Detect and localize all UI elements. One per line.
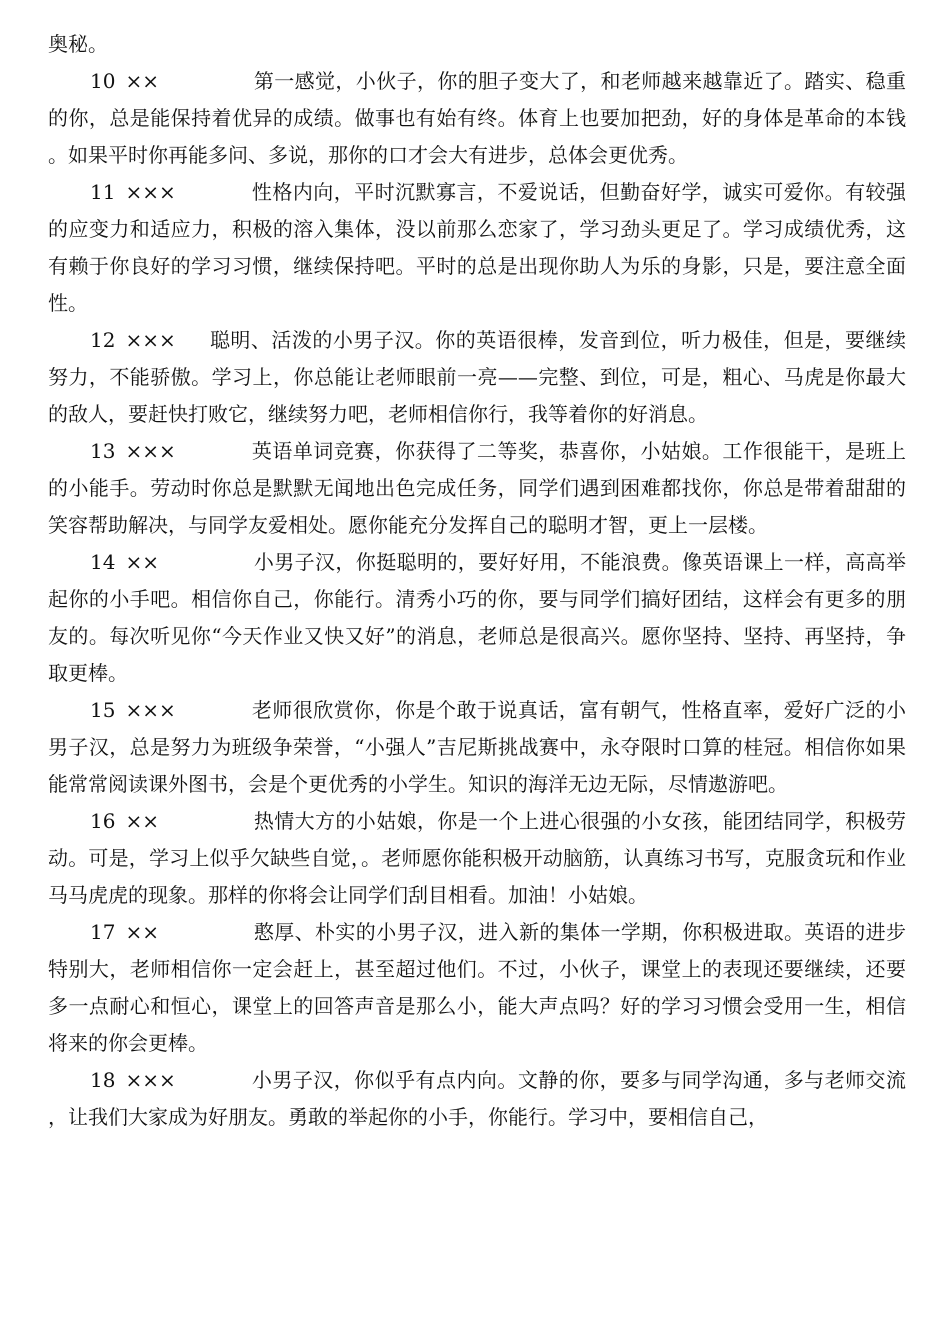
entry-text: 热情大方的小姑娘，你是一个上进心很强的小女孩，能团结同学，积极劳动。可是，学习上似乎欠缺些自觉，。老师愿你能积极开动脑筋，认真练习书写，克服贪玩和作业马马虎虎的现象。那样的你将会让同学们刮目相看。加油！小姑娘。 [48,809,906,907]
comment-entry-15 [48,692,906,803]
entry-text: 小男子汉，你挺聪明的，要好好用，不能浪费。像英语课上一样，高高举起你的小手吧。相信你自己，你能行。清秀小巧的你，要与同学们搞好团结，这样会有更多的朋友的。每次听见你“今天作业又快又好”的消息，老师总是很高兴。愿你坚持、坚持、再坚持，争取更棒。 [48,550,906,685]
student-name: ×× [125,809,159,833]
entry-text: 英语单词竞赛，你获得了二等奖，恭喜你，小姑娘。工作很能干，是班上的小能手。劳动时你总是默默无闻地出色完成任务，同学们遇到困难都找你，你总是带着甜甜的笑容帮助解决，与同学友爱相处。愿你能充分发挥自己的聪明才智，更上一层楼。 [48,439,906,537]
entry-number: 15 [90,698,116,722]
entry-number: 11 [90,180,116,204]
comment-entry-17 [48,914,906,1062]
entry-number: 12 [90,328,116,352]
comment-entry-18 [48,1062,906,1136]
comment-entry-12 [48,322,906,433]
student-name: ×× [125,920,159,944]
student-name: ×× [125,550,159,574]
intro-fragment: 奥秘。 [48,32,108,56]
student-name: ××× [125,698,176,722]
comment-entry-14 [48,544,906,692]
entry-text: 第一感觉，小伙子，你的胆子变大了，和老师越来越靠近了。踏实、稳重的你，总是能保持着优异的成绩。做事也有始有终。体育上也要加把劲，好的身体是革命的本钱。如果平时你再能多问、多说，那你的口才会大有进步，总体会更优秀。 [48,69,906,167]
entry-number: 16 [90,809,116,833]
entry-number: 18 [90,1068,116,1092]
entry-text: 老师很欣赏你，你是个敢于说真话，富有朝气，性格直率，爱好广泛的小男子汉，总是努力为班级争荣誉，“小强人”吉尼斯挑战赛中，永夺限时口算的桂冠。相信你如果能常常阅读课外图书，会是个更优秀的小学生。知识的海洋无边无际，尽情遨游吧。 [48,698,906,796]
entry-text: 聪明、活泼的小男子汉。你的英语很棒，发音到位，听力极佳，但是，要继续努力，不能骄傲。学习上，你总能让老师眼前一亮——完整、到位，可是，粗心、马虎是你最大的敌人，要赶快打败它，继续努力吧，老师相信你行，我等着你的好消息。 [48,328,906,426]
entry-text: 性格内向，平时沉默寡言，不爱说话，但勤奋好学，诚实可爱你。有较强的应变力和适应力，积极的溶入集体，没以前那么恋家了，学习劲头更足了。学习成绩优秀，这有赖于你良好的学习习惯，继续保持吧。平时的总是出现你助人为乐的身影，只是，要注意全面性。 [48,180,906,315]
comment-entry-13 [48,433,906,544]
student-name: ××× [125,180,176,204]
entry-number: 17 [90,920,116,944]
entry-text: 憨厚、朴实的小男子汉，进入新的集体一学期，你积极进取。英语的进步特别大，老师相信你一定会赶上，甚至超过他们。不过，小伙子，课堂上的表现还要继续，还要多一点耐心和恒心，课堂上的回答声音是那么小，能大声点吗？好的学习习惯会受用一生，相信将来的你会更棒。 [48,920,906,1055]
entry-number: 14 [90,550,116,574]
comment-entry-11 [48,174,906,322]
comment-entry-16 [48,803,906,914]
entry-text: 小男子汉，你似乎有点内向。文静的你，要多与同学沟通，多与老师交流，让我们大家成为好朋友。勇敢的举起你的小手，你能行。学习中，要相信自己， [48,1068,906,1129]
entry-number: 10 [90,69,116,93]
student-name: ×× [125,69,159,93]
entry-number: 13 [90,439,116,463]
comment-entry-10 [48,63,906,174]
student-name: ××× [125,439,176,463]
student-name: ××× [125,1068,176,1092]
student-name: ××× [125,328,176,352]
